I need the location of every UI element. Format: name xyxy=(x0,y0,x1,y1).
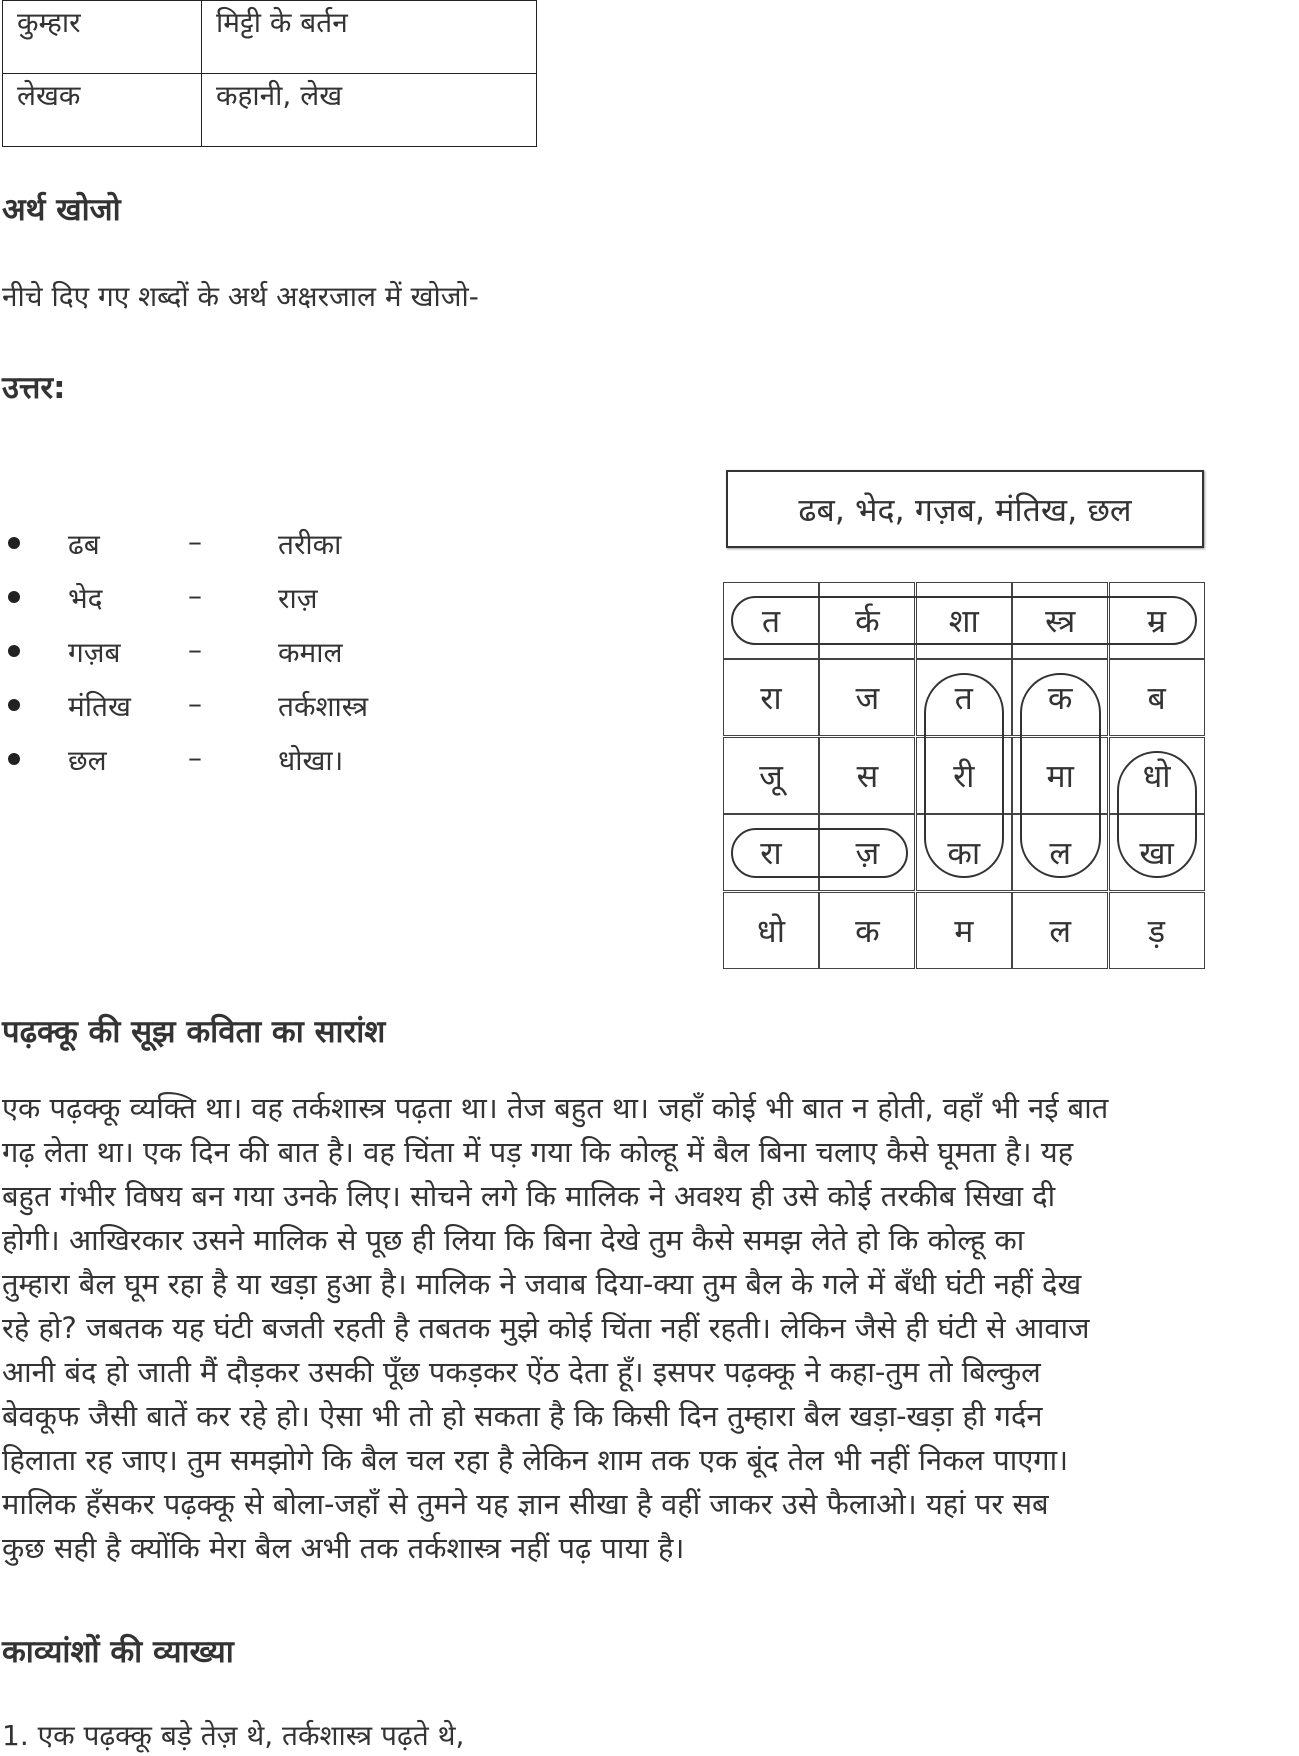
grid-cell: धो xyxy=(1109,737,1205,814)
grid-cell: स्त्र xyxy=(1012,582,1108,659)
answer-dash: – xyxy=(188,579,202,612)
bullet-icon xyxy=(8,753,20,765)
grid-cell: रा xyxy=(723,659,819,736)
grid-cell: ल xyxy=(1012,814,1108,891)
word-circle-mark xyxy=(731,828,908,877)
word-circle-mark xyxy=(1020,673,1100,877)
grid-cell: जू xyxy=(723,737,819,814)
answer-item xyxy=(8,579,428,633)
table-cell: कहानी, लेख xyxy=(202,74,537,147)
grid-cell: म्र xyxy=(1109,582,1205,659)
answer-dash: – xyxy=(188,633,202,666)
grid-cell: मा xyxy=(1012,737,1108,814)
bullet-icon xyxy=(8,537,20,549)
section-heading-summary: पढ़क्कू की सूझ कविता का सारांश xyxy=(2,1014,386,1050)
answer-dash: – xyxy=(188,741,202,774)
word-circle-mark xyxy=(924,673,1004,877)
grid-cell: री xyxy=(916,737,1012,814)
verse-line: 1. एक पढ़क्कू बड़े तेज़ थे, तर्कशास्त्र पढ़ते थे, xyxy=(2,1719,465,1752)
grid-cell: ब xyxy=(1109,659,1205,736)
summary-paragraph: एक पढ़क्कू व्यक्ति था। वह तर्कशास्त्र पढ़ता था। तेज बहुत था। जहाँ कोई भी बात न होती, वहाँ भी नई बात गढ़ लेता था। एक दिन की बात है। वह चिंता में पड़ गया कि कोल्हू में बैल बिना चलाए कैसे घूमता है। यह बहुत गंभीर विषय बन गया उनके लिए। सोचने लगे कि मालिक ने अवश्य ही उसे कोई तरकीब सिखा दी होगी। आखिरकार उसने मालिक से पूछ ही लिया कि बिना देखे तुम कैसे समझ लेते हो कि कोल्हू का तुम्हारा बैल घूम रहा है या खड़ा हुआ है। मालिक ने जवाब दिया-क्या तुम बैल के गले में बँधी घंटी नहीं देख रहे हो? जबतक यह घंटी बजती रहती है तबतक मुझे कोई चिंता नहीं रहती। लेकिन जैसे ही घंटी से आवाज आनी बंद हो जाती मैं दौड़कर उसकी पूँछ पकड़कर ऐंठ देता हूँ। इसपर पढ़क्कू ने कहा-तुम तो बिल्कुल बेवकूफ जैसी बातें कर रहे हो। ऐसा भी तो हो सकता है कि किसी दिन तुम्हारा बैल खड़ा-खड़ा ही गर्दन हिलाता रह जाए। तुम समझोगे कि बैल चल रहा है लेकिन शाम तक एक बूंद तेल भी नहीं निकल पाएगा। मालिक हँसकर पढ़क्कू से बोला-जहाँ से तुमने यह ज्ञान सीखा है वहीं जाकर उसे फैलाओ। यहां पर सब कुछ सही है क्योंकि मेरा बैल अभी तक तर्कशास्त्र नहीं पढ़ पाया है। xyxy=(2,1091,1109,1565)
section-heading-meaning: अर्थ खोजो xyxy=(2,192,121,228)
grid-cell: ज़ xyxy=(819,814,915,891)
occupation-table xyxy=(2,0,537,147)
grid-cell: ज xyxy=(819,659,915,736)
word-circle-mark xyxy=(731,596,1197,645)
grid-cell: र्क xyxy=(819,582,915,659)
answer-meaning: राज़ xyxy=(278,582,318,615)
word-circle-mark xyxy=(1117,751,1197,878)
grid-cell: स xyxy=(819,737,915,814)
grid-cell: त xyxy=(723,582,819,659)
answer-word: मंतिख xyxy=(68,690,131,723)
answer-dash: – xyxy=(188,687,202,720)
bullet-icon xyxy=(8,645,20,657)
answer-meaning: कमाल xyxy=(278,636,343,669)
answer-word: ढब xyxy=(68,528,100,561)
answer-label: उत्तर: xyxy=(2,370,66,406)
grid-cell: ड़ xyxy=(1109,892,1205,969)
answer-word: गज़ब xyxy=(68,636,121,669)
instruction-text: नीचे दिए गए शब्दों के अर्थ अक्षरजाल में खोजो- xyxy=(2,280,479,313)
grid-cell: खा xyxy=(1109,814,1205,891)
table-cell: लेखक xyxy=(3,74,202,147)
answer-meaning: धोखा। xyxy=(278,744,344,777)
answer-meaning: तर्कशास्त्र xyxy=(278,690,369,723)
grid-cell: म xyxy=(916,892,1012,969)
bullet-icon xyxy=(8,591,20,603)
answer-item xyxy=(8,633,428,687)
grid-cell: त xyxy=(916,659,1012,736)
grid-cell: शा xyxy=(916,582,1012,659)
answer-meaning: तरीका xyxy=(278,528,342,561)
word-box: ढब, भेद, गज़ब, मंतिख, छल xyxy=(726,470,1204,548)
grid-cell: क xyxy=(819,892,915,969)
letter-grid xyxy=(723,582,1205,969)
section-heading-explanation: काव्यांशों की व्याख्या xyxy=(2,1634,234,1670)
answer-item xyxy=(8,741,428,795)
table-cell: कुम्हार xyxy=(3,1,202,74)
grid-cell: क xyxy=(1012,659,1108,736)
grid-cell: ल xyxy=(1012,892,1108,969)
table-row xyxy=(3,1,537,74)
table-row xyxy=(3,74,537,147)
grid-cell: धो xyxy=(723,892,819,969)
answer-dash: – xyxy=(188,525,202,558)
answer-word: छल xyxy=(68,744,107,777)
answer-word: भेद xyxy=(68,582,103,615)
bullet-icon xyxy=(8,699,20,711)
answer-item xyxy=(8,525,428,579)
answer-item xyxy=(8,687,428,741)
grid-cell: रा xyxy=(723,814,819,891)
grid-cell: का xyxy=(916,814,1012,891)
table-cell: मिट्टी के बर्तन xyxy=(202,1,537,74)
